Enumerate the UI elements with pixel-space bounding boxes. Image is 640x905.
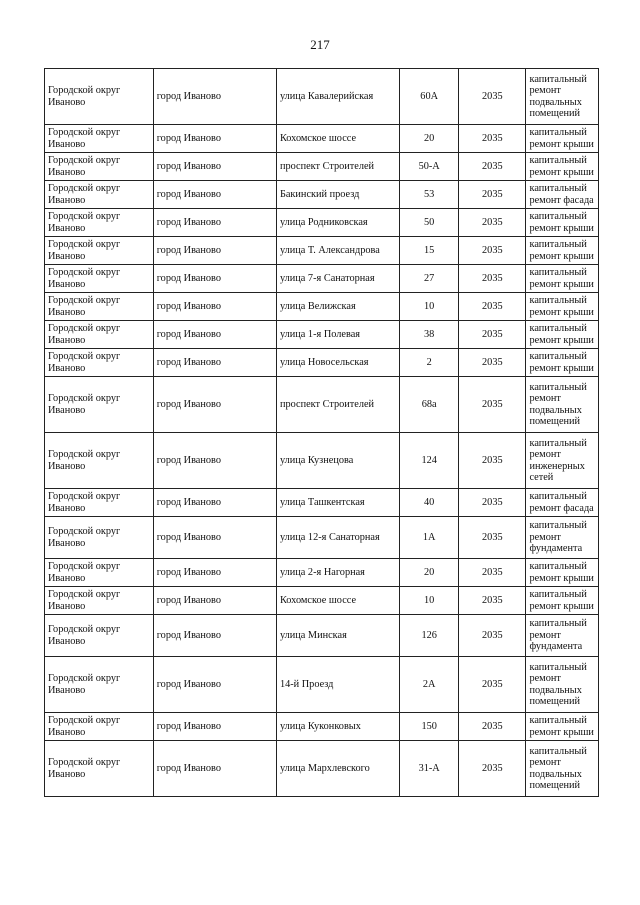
street-cell: Бакинский проезд — [276, 181, 399, 209]
year-cell: 2035 — [459, 125, 526, 153]
year-cell: 2035 — [459, 713, 526, 741]
house-number-cell: 68а — [400, 377, 459, 433]
work-type-cell: капитальный ремонт подвальных помещений — [526, 69, 599, 125]
city-cell: город Иваново — [153, 125, 276, 153]
city-cell: город Иваново — [153, 69, 276, 125]
year-cell: 2035 — [459, 517, 526, 559]
city-cell: город Иваново — [153, 741, 276, 797]
district-cell: Городской округ Иваново — [45, 69, 154, 125]
house-number-cell: 126 — [400, 615, 459, 657]
district-cell: Городской округ Иваново — [45, 713, 154, 741]
district-cell: Городской округ Иваново — [45, 153, 154, 181]
table-row — [45, 615, 599, 657]
work-type-cell: капитальный ремонт инженерных сетей — [526, 433, 599, 489]
house-number-cell: 20 — [400, 125, 459, 153]
district-cell: Городской округ Иваново — [45, 349, 154, 377]
table-row — [45, 657, 599, 713]
work-type-cell: капитальный ремонт фундамента — [526, 615, 599, 657]
city-cell: город Иваново — [153, 517, 276, 559]
street-cell: улица Велижская — [276, 293, 399, 321]
work-type-cell: капитальный ремонт крыши — [526, 587, 599, 615]
house-number-cell: 2 — [400, 349, 459, 377]
street-cell: улица Т. Александрова — [276, 237, 399, 265]
district-cell: Городской округ Иваново — [45, 559, 154, 587]
street-cell: улица Минская — [276, 615, 399, 657]
city-cell: город Иваново — [153, 377, 276, 433]
street-cell: улица Кавалерийская — [276, 69, 399, 125]
year-cell: 2035 — [459, 489, 526, 517]
house-number-cell: 2А — [400, 657, 459, 713]
table-row — [45, 349, 599, 377]
work-type-cell: капитальный ремонт крыши — [526, 713, 599, 741]
table-row — [45, 321, 599, 349]
year-cell: 2035 — [459, 209, 526, 237]
district-cell: Городской округ Иваново — [45, 741, 154, 797]
table-row — [45, 517, 599, 559]
year-cell: 2035 — [459, 265, 526, 293]
house-number-cell: 50 — [400, 209, 459, 237]
house-number-cell: 1А — [400, 517, 459, 559]
house-number-cell: 10 — [400, 293, 459, 321]
house-number-cell: 50-А — [400, 153, 459, 181]
work-type-cell: капитальный ремонт крыши — [526, 209, 599, 237]
city-cell: город Иваново — [153, 713, 276, 741]
city-cell: город Иваново — [153, 321, 276, 349]
table-row — [45, 69, 599, 125]
district-cell: Городской округ Иваново — [45, 293, 154, 321]
table-row — [45, 293, 599, 321]
table-row — [45, 713, 599, 741]
housing-repair-table — [44, 68, 599, 797]
table-row — [45, 181, 599, 209]
district-cell: Городской округ Иваново — [45, 615, 154, 657]
year-cell: 2035 — [459, 349, 526, 377]
work-type-cell: капитальный ремонт фасада — [526, 489, 599, 517]
year-cell: 2035 — [459, 69, 526, 125]
house-number-cell: 124 — [400, 433, 459, 489]
house-number-cell: 60А — [400, 69, 459, 125]
district-cell: Городской округ Иваново — [45, 433, 154, 489]
district-cell: Городской округ Иваново — [45, 587, 154, 615]
city-cell: город Иваново — [153, 657, 276, 713]
table-body — [45, 69, 599, 797]
house-number-cell: 40 — [400, 489, 459, 517]
street-cell: улица 7-я Санаторная — [276, 265, 399, 293]
year-cell: 2035 — [459, 559, 526, 587]
year-cell: 2035 — [459, 321, 526, 349]
work-type-cell: капитальный ремонт фундамента — [526, 517, 599, 559]
table-row — [45, 741, 599, 797]
district-cell: Городской округ Иваново — [45, 125, 154, 153]
house-number-cell: 31-А — [400, 741, 459, 797]
house-number-cell: 10 — [400, 587, 459, 615]
work-type-cell: капитальный ремонт подвальных помещений — [526, 377, 599, 433]
page-number: 217 — [310, 37, 330, 52]
city-cell: город Иваново — [153, 153, 276, 181]
street-cell: улица 12-я Санаторная — [276, 517, 399, 559]
district-cell: Городской округ Иваново — [45, 489, 154, 517]
year-cell: 2035 — [459, 741, 526, 797]
city-cell: город Иваново — [153, 265, 276, 293]
work-type-cell: капитальный ремонт крыши — [526, 265, 599, 293]
table-row — [45, 559, 599, 587]
district-cell: Городской округ Иваново — [45, 265, 154, 293]
work-type-cell: капитальный ремонт крыши — [526, 293, 599, 321]
street-cell: улица 1-я Полевая — [276, 321, 399, 349]
work-type-cell: капитальный ремонт крыши — [526, 321, 599, 349]
house-number-cell: 53 — [400, 181, 459, 209]
work-type-cell: капитальный ремонт крыши — [526, 559, 599, 587]
year-cell: 2035 — [459, 433, 526, 489]
table-row — [45, 153, 599, 181]
street-cell: улица Ташкентская — [276, 489, 399, 517]
work-type-cell: капитальный ремонт подвальных помещений — [526, 741, 599, 797]
work-type-cell: капитальный ремонт крыши — [526, 237, 599, 265]
table-row — [45, 377, 599, 433]
year-cell: 2035 — [459, 587, 526, 615]
city-cell: город Иваново — [153, 293, 276, 321]
year-cell: 2035 — [459, 657, 526, 713]
district-cell: Городской округ Иваново — [45, 517, 154, 559]
table-row — [45, 209, 599, 237]
year-cell: 2035 — [459, 293, 526, 321]
table-row — [45, 125, 599, 153]
year-cell: 2035 — [459, 615, 526, 657]
city-cell: город Иваново — [153, 615, 276, 657]
table-row — [45, 237, 599, 265]
street-cell: Кохомское шоссе — [276, 125, 399, 153]
table-row — [45, 433, 599, 489]
table-row — [45, 587, 599, 615]
street-cell: улица Мархлевского — [276, 741, 399, 797]
city-cell: город Иваново — [153, 489, 276, 517]
work-type-cell: капитальный ремонт крыши — [526, 153, 599, 181]
table-row — [45, 265, 599, 293]
street-cell: 14-й Проезд — [276, 657, 399, 713]
city-cell: город Иваново — [153, 237, 276, 265]
year-cell: 2035 — [459, 377, 526, 433]
year-cell: 2035 — [459, 237, 526, 265]
house-number-cell: 38 — [400, 321, 459, 349]
district-cell: Городской округ Иваново — [45, 181, 154, 209]
street-cell: проспект Строителей — [276, 153, 399, 181]
house-number-cell: 15 — [400, 237, 459, 265]
street-cell: проспект Строителей — [276, 377, 399, 433]
street-cell: улица 2-я Нагорная — [276, 559, 399, 587]
street-cell: улица Новосельская — [276, 349, 399, 377]
district-cell: Городской округ Иваново — [45, 377, 154, 433]
city-cell: город Иваново — [153, 181, 276, 209]
year-cell: 2035 — [459, 181, 526, 209]
street-cell: улица Кузнецова — [276, 433, 399, 489]
house-number-cell: 150 — [400, 713, 459, 741]
district-cell: Городской округ Иваново — [45, 237, 154, 265]
work-type-cell: капитальный ремонт крыши — [526, 349, 599, 377]
street-cell: улица Куконковых — [276, 713, 399, 741]
city-cell: город Иваново — [153, 587, 276, 615]
district-cell: Городской округ Иваново — [45, 321, 154, 349]
work-type-cell: капитальный ремонт фасада — [526, 181, 599, 209]
work-type-cell: капитальный ремонт подвальных помещений — [526, 657, 599, 713]
year-cell: 2035 — [459, 153, 526, 181]
city-cell: город Иваново — [153, 349, 276, 377]
street-cell: Кохомское шоссе — [276, 587, 399, 615]
city-cell: город Иваново — [153, 559, 276, 587]
city-cell: город Иваново — [153, 209, 276, 237]
work-type-cell: капитальный ремонт крыши — [526, 125, 599, 153]
house-number-cell: 27 — [400, 265, 459, 293]
district-cell: Городской округ Иваново — [45, 657, 154, 713]
district-cell: Городской округ Иваново — [45, 209, 154, 237]
city-cell: город Иваново — [153, 433, 276, 489]
table-row — [45, 489, 599, 517]
house-number-cell: 20 — [400, 559, 459, 587]
street-cell: улица Родниковская — [276, 209, 399, 237]
